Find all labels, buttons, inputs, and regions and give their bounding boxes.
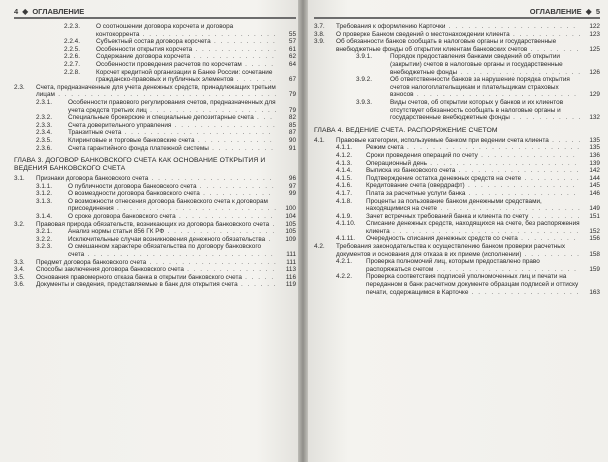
toc-entry-page: 99 [288,190,296,198]
toc-entry[interactable] [314,190,600,198]
toc-entry[interactable] [314,213,600,221]
toc-entry-number: 3.1.1. [36,182,52,190]
toc-entry-text-wrap [68,99,278,114]
leader-dots: . . . . . . . . . . . [203,190,272,198]
toc-entry-page: 105 [285,228,296,236]
toc-entry-text-wrap [68,137,278,145]
toc-entry-page: 67 [288,76,296,84]
toc-entry-page: 111 [286,251,296,259]
leader-dots: . . . . . . . . . [524,174,581,182]
toc-entry-page: 104 [285,213,296,221]
toc-entry-text-wrap [366,160,582,168]
toc-entry-title: Специальные брокерские и специальные депозитарные счета [68,114,254,122]
toc-entry-title: Способы заключения договора банковского счета [36,266,184,274]
leader-dots: . . . . . . . . . [521,235,577,243]
leader-dots: . . . . . . . . . . . . [199,182,276,190]
toc-entry-title: Сроки проведения операций по счету [366,151,478,159]
leader-dots: . . . . . . . . . . . . . . . . . [467,182,577,190]
toc-entry-title: О соотношении договора корсчета и договора контокоррента [96,23,234,38]
toc-entry-title: Счета гарантийного фонда платежной системы [68,144,209,152]
toc-entry-title: Очередность списания денежных средств со счета [366,235,518,243]
toc-entry[interactable] [314,182,600,190]
toc-entry-page: 135 [589,144,600,152]
toc-entry[interactable] [14,228,296,236]
toc-entry-title: Порядок предоставления банками сведений об открытии (закрытии) счетов в налоговые органы и государственные внебюджетные фонды [390,53,563,76]
toc-entry-number: 3.1. [14,175,25,183]
toc-entry-page: 136 [589,151,600,159]
toc-entry[interactable] [314,167,600,175]
leader-dots: . [268,235,272,243]
toc-entry-text-wrap [68,236,278,244]
toc-entry[interactable] [314,23,600,31]
toc-entry-text-wrap [68,122,278,130]
leader-dots: . . . . . . . . . . . . . . . . . . . . . . . . . . . . . . . . . . [58,91,278,99]
toc-entry-text-wrap [36,281,278,289]
toc-entry[interactable] [14,198,296,213]
toc-entry-text-wrap [96,53,278,61]
leader-dots: . . . . . . [236,76,273,84]
toc-entry-number: 3.4. [14,266,25,274]
leader-dots: . . . . . . . . [531,212,581,220]
toc-entry-number: 4.1.9. [336,212,352,220]
leader-dots: . . . [257,114,274,122]
toc-entry-text-wrap [366,144,582,152]
right-page [302,0,608,462]
leader-dots: . . . . . . . . . . . . . . . . . . . . . . . . . . . . . [392,227,580,235]
toc-entry-page: 113 [285,266,296,274]
page-number-left: 4 [14,7,19,16]
toc-entry-text-wrap [390,76,582,99]
toc-entry-title: О смешанном характере обязательства по договору банковского счета [68,243,262,259]
toc-entry-number: 3.6. [14,281,25,289]
toc-entry-number: 2.2.8. [64,68,80,76]
leader-dots: . . . . . . . . . . . . . . . . . . . . . . . [430,159,578,167]
toc-entry[interactable] [314,38,600,53]
leader-dots: . . . . . . . . . . . . . . . . . . . . . . . . . [117,205,278,213]
leader-dots: . . . . . . . . . . . . . . . . . . . . [448,23,577,30]
toc-entry-text-wrap [390,53,582,76]
toc-entry-number: 4.1.2. [336,151,352,159]
toc-entry[interactable] [314,175,600,183]
toc-entry-page: 79 [288,91,296,99]
toc-entry-title: Подтверждение остатка денежных средств на счете [366,174,522,182]
toc-entry[interactable] [14,183,296,191]
toc-left [14,23,296,289]
toc-entry-number: 3.2. [14,220,25,228]
toc-entry-title: Правовая природа обязательств, возникающих из договора банковского счета [36,220,270,228]
leader-dots: . . . . . [245,273,275,281]
toc-entry-text-wrap [336,38,582,53]
toc-entry[interactable] [14,274,296,282]
toc-entry-number: 3.9.2. [356,76,372,84]
toc-entry-number: 3.3. [14,258,25,266]
toc-entry[interactable] [314,152,600,160]
toc-entry-text-wrap [366,273,582,296]
toc-entry-text-wrap [366,235,582,243]
toc-entry[interactable] [314,137,600,145]
toc-entry-title: Корсчет кредитной организации в Банке России: сочетание гражданско-правовых и публичных элементов [96,68,273,84]
toc-entry-page: 158 [589,250,600,258]
leader-dots: . . . . . . . . . [524,250,581,258]
toc-entry-text-wrap [96,69,278,84]
leader-dots: . . . . . . . . . . . . . . . . . . . . . . . [124,129,272,137]
toc-entry[interactable] [14,122,296,130]
toc-entry[interactable] [314,235,600,243]
toc-entry-number: 2.2.6. [64,53,80,61]
toc-entry-text-wrap [96,23,278,38]
leader-dots: . . . . . . . . . . . . . . . . . . . . [150,106,278,114]
leader-dots: . . . . . . . . . . [212,144,275,152]
leader-dots: . . . . . . . . . . . . . [193,53,276,61]
toc-entry-page: 163 [589,288,600,296]
toc-entry-text-wrap [96,38,278,46]
toc-entry[interactable] [14,129,296,137]
toc-entry-text-wrap [36,266,278,274]
left-page [0,0,302,462]
toc-entry-title: Документы и сведения, представляемые в банк для открытия счета [36,281,238,289]
toc-entry-title: Зачет встречных требований банка и клиента по счету [366,212,529,220]
toc-entry-page: 152 [589,227,600,235]
toc-entry-text-wrap [36,274,278,282]
toc-entry[interactable] [14,53,296,61]
toc-entry[interactable] [314,243,600,258]
leader-dots: . . . . . . . . . . . . . . . . . . . . . . . . . . . . . [87,251,275,259]
toc-entry-number: 4.1.8. [336,197,352,205]
running-title-right: ОГЛАВЛЕНИЕ [529,7,582,16]
toc-entry-page: 97 [288,182,296,190]
toc-entry[interactable] [14,114,296,122]
toc-entry-text-wrap [68,183,278,191]
leader-dots: . . . . . . . . . . . [513,114,582,122]
toc-entry[interactable] [314,99,600,122]
toc-entry-number: 2.3.3. [36,121,52,129]
toc-entry-number: 2.3.6. [36,144,52,152]
toc-entry-title: Операционный день [366,159,428,167]
toc-entry-page: 64 [288,60,296,68]
toc-entry-title: Основания правомерного отказа банка в открытии банковского счета [36,273,242,281]
toc-entry-number: 2.2.5. [64,45,80,53]
book-gutter [298,0,308,462]
leader-dots: . . . . . . . . [530,45,580,53]
toc-entry-title: Требования к оформлению Карточки [336,23,446,30]
toc-entry-page: 149 [589,205,600,213]
toc-entry-number: 4.1.6. [336,182,352,190]
leader-dots: . . . . . . . . . . . . . . . . . . . . . . [440,205,582,213]
toc-entry-text-wrap [366,220,582,235]
toc-entry-title: Особенности правового регулирования счетов, предназначенных для учета средств третьих лиц [68,98,276,114]
toc-entry-text-wrap [36,259,278,267]
toc-entry-text-wrap [68,145,278,153]
toc-entry-page: 122 [589,23,600,30]
toc-entry-page: 85 [288,121,296,129]
toc-entry-title: Особенности проведения расчетов по корсчетам [96,60,242,68]
toc-entry-page: 87 [288,129,296,137]
toc-entry-title: Виды счетов, об открытии которых у банков и их клиентов отсутствует обязанность сообщать в налоговые органы и государственные внебюджетные фонды [390,98,564,122]
toc-entry-number: 3.2.1. [36,228,52,236]
toc-entry-text-wrap [96,46,278,54]
toc-entry-number: 4.2.2. [336,273,352,281]
toc-entry[interactable] [14,243,296,258]
toc-entry-title: Клиринговые и торговые банковские счета [68,136,195,144]
toc-entry-page: 129 [589,91,600,99]
toc-entry-number: 4.1. [314,136,325,144]
leader-dots: . . . . . . . . . . . . . . . . . . . . [149,258,278,266]
toc-entry-text-wrap [366,175,582,183]
toc-entry-page: 100 [285,205,296,213]
toc-entry-title: Выписка из банковского счета [366,167,456,175]
toc-entry-number: 2.3. [14,83,25,91]
toc-entry-text-wrap [366,182,582,190]
toc-entry-number: 3.9. [314,38,325,46]
toc-entry[interactable] [14,99,296,114]
toc-entry-text-wrap [366,258,582,273]
toc-entry-title: Об ответственности банков за нарушение порядка открытия счетов налогоплательщикам и плательщикам страховых взносов [390,76,570,99]
toc-entry-text-wrap [366,167,582,175]
toc-entry-page: 96 [288,175,296,183]
leader-dots: . . . . . . . . . . . . . . . . . . . [151,175,273,183]
toc-entry-page: 146 [589,189,600,197]
leader-dots: . . . . . . . . . . . . . . . . . . . . . . . . . . . [406,144,581,152]
toc-entry-page: 159 [589,265,600,273]
leader-dots: . . . . . . . . . . . . . . . . . . . . . . . . . [416,91,578,99]
toc-entry[interactable] [14,46,296,54]
leader-dots: . . . . . . . . . . . . . . . . . . . [458,167,580,175]
leader-dots: . . . . . . . . . . . [512,30,582,38]
toc-entry-page: 151 [589,212,600,220]
toc-entry-page: 156 [589,235,600,243]
toc-entry-title: Проверка соответствия подписей уполномоченных лиц и печати на переданном в банк расчетном документе образцам подписей и оттиску печати, содержащимся в Карточке [366,273,579,296]
toc-entry-number: 3.2.3. [36,243,52,251]
leader-dots: . . . . . . . . . . . . . . . . . [471,288,580,296]
toc-entry[interactable] [14,266,296,274]
leader-dots: . . . . . . . . . . . . . [195,45,278,53]
toc-entry-title: Транзитные счета [68,129,122,137]
toc-entry-page: 125 [589,45,600,53]
toc-entry-page: 109 [285,235,296,243]
toc-entry[interactable] [14,145,296,153]
toc-entry[interactable] [14,221,296,229]
leader-dots: . . . . . . . . . . [213,38,277,46]
chapter-heading: ГЛАВА 3. ДОГОВОР БАНКОВСКОГО СЧЕТА КАК ОСНОВАНИЕ ОТКРЫТИЯ И ВЕДЕНИЯ БАНКОВСКОГО СЧЕТА [14,157,266,173]
toc-entry[interactable] [314,31,600,39]
toc-entry-number: 3.9.1. [356,53,372,61]
toc-entry-number: 4.2. [314,243,325,251]
toc-entry-text-wrap [366,152,582,160]
toc-entry-title: Предмет договора банковского счета [36,258,147,266]
toc-entry-page: 116 [285,273,296,281]
toc-entry-number: 2.3.1. [36,98,52,106]
leader-dots: . . . . . . . . . . . . . . . . . [468,189,577,197]
toc-entry-number: 4.2.1. [336,258,352,266]
leader-dots: . . . . . . . . . . . . . . . . . [167,228,276,236]
toc-entry-text-wrap [36,175,278,183]
toc-entry-number: 4.1.11. [336,235,356,243]
toc-entry-number: 2.2.7. [64,60,80,68]
toc-entry[interactable] [314,76,600,99]
leader-dots: . . . . . . . . . . . . . . [187,266,276,274]
toc-entry-number: 4.1.10. [336,220,356,228]
toc-entry-text-wrap [68,198,278,213]
leader-dots: . . . . . . . . . . . . . . . . . . . . . [142,30,277,38]
toc-entry-page: 135 [589,136,600,144]
toc-entry-page: 145 [589,182,600,190]
leader-dots: . . . . . . . . . . . . . . . [179,213,275,221]
toc-entry-page: 111 [286,258,296,266]
toc-entry-title: Списание денежных средств, находящихся на счете, без распоряжения клиента [366,220,580,235]
toc-entry-title: Исключительные случаи возникновения денежного обязательства [68,235,266,243]
toc-entry-number: 3.2.2. [36,235,52,243]
toc-entry-number: 3.1.4. [36,213,52,221]
toc-entry-page: 119 [285,281,296,289]
toc-entry-title: О возможности отнесения договора банковского счета к договорам присоединения [68,197,268,213]
leader-dots: . [272,220,276,228]
toc-entry-title: Счета доверительного управления [68,121,172,129]
toc-entry-page: 126 [589,68,600,76]
toc-entry-number: 3.1.3. [36,197,52,205]
toc-entry-text-wrap [68,190,278,198]
toc-entry[interactable] [14,236,296,244]
toc-entry-title: О публичности договора банковского счета [68,182,197,190]
toc-entry-title: Анализ нормы статьи 856 ГК РФ [68,228,165,236]
toc-entry-page: 55 [288,30,296,38]
toc-entry-title: Кредитование счета (овердрафт) [366,182,465,190]
running-head-right [314,6,600,19]
toc-entry[interactable] [14,84,296,99]
toc-entry[interactable] [314,198,600,213]
leader-dots: . . . . . . . . . . . . [197,136,274,144]
chapter-heading: ГЛАВА 4. ВЕДЕНИЕ СЧЕТА. РАСПОРЯЖЕНИЕ СЧЕТОМ [314,126,498,134]
toc-entry-text-wrap [68,129,278,137]
toc-entry-text-wrap [36,221,278,229]
toc-entry[interactable] [314,258,600,273]
toc-entry[interactable] [14,38,296,46]
toc-right [314,23,600,296]
toc-entry-title: Особенности открытия корсчета [96,45,193,53]
toc-entry-title: О возмездности договора банковского счета [68,190,200,198]
toc-entry-text-wrap [336,243,582,258]
toc-entry-title: Проценты за пользование банком денежными средствами, находящимися на счете [366,197,542,213]
toc-entry-number: 2.2.4. [64,38,80,46]
toc-entry-page: 139 [589,159,600,167]
toc-entry-text-wrap [366,198,582,213]
toc-entry-number: 3.1.2. [36,190,52,198]
toc-entry-number: 3.7. [314,23,325,30]
toc-entry-number: 2.3.4. [36,129,52,137]
toc-entry-title: Счета, предназначенные для учета денежных средств, принадлежащих третьим лицам [36,83,276,99]
toc-entry-text-wrap [366,213,582,221]
toc-entry-number: 2.3.5. [36,136,52,144]
toc-entry-text-wrap [336,23,582,31]
toc-entry-number: 4.1.3. [336,159,352,167]
toc-entry-text-wrap [68,228,278,236]
toc-entry-text-wrap [36,84,278,99]
leader-dots: . . . . . . . . . . . . . . . . . . . . . . [436,265,578,273]
toc-entry-page: 62 [288,53,296,61]
toc-entry[interactable] [14,259,296,267]
toc-entry-title: Субъектный состав договора корсчета [96,38,211,46]
toc-entry[interactable] [14,23,296,38]
leader-dots: . . . . . . . . . . . . . . . [481,151,577,159]
toc-entry[interactable] [14,175,296,183]
toc-entry-number: 4.1.4. [336,167,352,175]
toc-entry[interactable] [314,53,600,76]
toc-entry-title: Требования законодательства к осуществлению банком проверки расчетных документов и основания для отказа в их приеме (исполнении) [336,243,566,258]
toc-entry-page: 82 [288,114,296,122]
toc-entry-title: О проверке Банком сведений о местонахождении клиента [336,30,510,38]
toc-entry-page: 123 [589,30,600,38]
toc-entry-text-wrap [68,114,278,122]
toc-entry-text-wrap [366,190,582,198]
toc-entry[interactable] [14,137,296,145]
toc-entry-title: О сроке договора банковского счета [68,213,176,221]
toc-entry-page: 132 [589,114,600,122]
toc-entry[interactable] [14,61,296,69]
running-title-left: ОГЛАВЛЕНИЕ [32,7,85,16]
toc-entry[interactable] [314,220,600,235]
leader-dots: . . . . . . . . . . . . . . . . . . . [460,68,582,76]
toc-entry-number: 2.3.2. [36,114,52,122]
toc-entry-text-wrap [336,137,582,145]
toc-entry-title: Проверка полномочий лиц, которым предоставлено право распоряжаться счетом [366,258,540,273]
toc-entry-text-wrap [96,61,278,69]
toc-entry-title: Правовые категории, используемые банком при ведении счета клиента [336,136,549,144]
toc-entry-number: 3.5. [14,273,25,281]
page-number-right: 5 [595,7,600,16]
toc-entry-text-wrap [68,213,278,221]
toc-entry[interactable] [314,160,600,168]
toc-entry[interactable] [14,281,296,289]
toc-entry-page: 144 [589,174,600,182]
toc-entry-page: 79 [288,106,296,114]
toc-entry[interactable] [14,190,296,198]
toc-entry-title: Режим счета [366,144,404,152]
toc-entry-page: 91 [288,144,296,152]
leader-dots: . . . . . [245,60,275,68]
toc-entry-number: 3.9.3. [356,98,372,106]
leader-dots: . . . . . . . . . . . . . . . . [174,121,277,129]
toc-entry-text-wrap [336,31,582,39]
toc-entry-title: Плата за расчетные услуги банка [366,189,466,197]
toc-entry-page: 57 [288,38,296,46]
toc-entry-number: 2.2.3. [64,23,80,30]
toc-entry[interactable] [14,69,296,84]
toc-entry-text-wrap [390,99,582,122]
toc-entry-number: 4.1.1. [336,144,352,152]
toc-entry-page: 105 [285,220,296,228]
leader-dots: . . . . . [552,136,582,144]
bullet-icon: ◆ [22,7,29,16]
toc-entry-title: Содержание договора корсчета [96,53,191,61]
toc-entry-page: 90 [288,136,296,144]
bullet-icon: ◆ [585,7,592,16]
toc-entry-page: 61 [288,45,296,53]
running-head-left [14,6,296,19]
toc-entry-page: 142 [589,167,600,175]
toc-entry-number: 4.1.7. [336,189,352,197]
toc-entry[interactable] [314,273,600,296]
toc-entry[interactable] [314,144,600,152]
toc-entry-title: Об обязанности банков сообщать в налоговые органы и государственные внебюджетные фонды об открытии клиентам банковских счетов [336,38,557,53]
toc-entry-title: Признаки договора банковского счета [36,175,149,183]
toc-entry-number: 3.8. [314,30,325,38]
toc-entry[interactable] [14,213,296,221]
toc-entry-number: 4.1.5. [336,174,352,182]
toc-entry-text-wrap [68,243,278,258]
leader-dots: . . . . . . [240,281,278,289]
